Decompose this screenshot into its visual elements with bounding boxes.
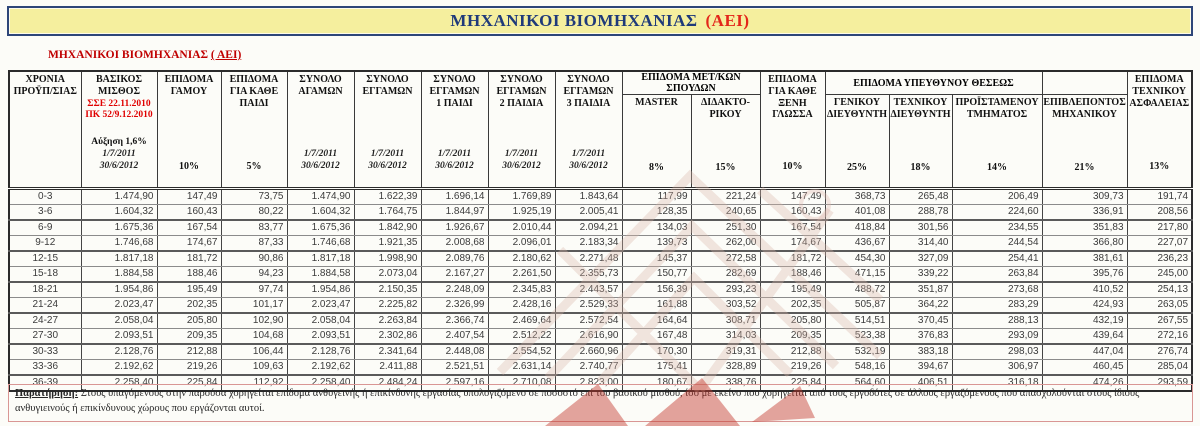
cell-department-head: 224,60 [952, 205, 1042, 221]
cell-foreign-language: 160,43 [760, 205, 825, 221]
cell-total-married-2children: 1.769,89 [488, 189, 555, 205]
cell-supervising-engineer: 309,73 [1042, 189, 1127, 205]
cell-basic-salary: 1.954,86 [81, 282, 157, 298]
col-header-safety-technician: ΕΠΙΔΟΜΑ ΤΕΧΝΙΚΟΥ ΑΣΦΑΛΕΙΑΣ 13% [1127, 71, 1192, 189]
cell-master: 161,88 [622, 298, 691, 314]
cell-department-head: 306,97 [952, 360, 1042, 376]
cell-doctorate: 240,65 [691, 205, 760, 221]
cell-total-single: 2.093,51 [287, 329, 354, 345]
cell-total-married-1child: 2.326,99 [421, 298, 488, 314]
cell-technical-director: 394,67 [889, 360, 952, 376]
cell-foreign-language: 202,35 [760, 298, 825, 314]
cell-total-married-1child: 1.926,67 [421, 220, 488, 236]
cell-total-married-1child: 1.844,97 [421, 205, 488, 221]
cell-safety-technician: 267,55 [1127, 313, 1192, 329]
cell-general-director: 548,16 [825, 360, 889, 376]
cell-total-single: 1.817,18 [287, 251, 354, 267]
cell-supervising-engineer: 381,61 [1042, 251, 1127, 267]
cell-total-married-1child: 2.597,16 [421, 375, 488, 391]
cell-total-single: 1.884,58 [287, 267, 354, 283]
cell-general-director: 514,51 [825, 313, 889, 329]
cell-years: 24-27 [9, 313, 81, 329]
col-group-position: ΕΠΙΔΟΜΑ ΥΠΕΥΘΥΝΟΥ ΘΕΣΕΩΣ [825, 71, 1042, 95]
cell-master: 150,77 [622, 267, 691, 283]
cell-supervising-engineer: 439,64 [1042, 329, 1127, 345]
cell-foreign-language: 181,72 [760, 251, 825, 267]
cell-master: 170,30 [622, 344, 691, 360]
cell-child-allowance: 101,17 [221, 298, 287, 314]
cell-safety-technician: 293,59 [1127, 375, 1192, 391]
cell-master: 134,03 [622, 220, 691, 236]
cell-total-single: 1.474,90 [287, 189, 354, 205]
cell-department-head: 316,18 [952, 375, 1042, 391]
cell-child-allowance: 87,33 [221, 236, 287, 252]
cell-total-married-3children: 2.529,33 [555, 298, 622, 314]
cell-total-married-1child: 2.407,54 [421, 329, 488, 345]
table-row-18-21 [9, 282, 1192, 298]
col-header-total-married: ΣΥΝΟΛΟ ΕΓΓΑΜΩΝ 1/7/2011 30/6/2012 [354, 71, 421, 189]
cell-doctorate: 262,00 [691, 236, 760, 252]
cell-supervising-engineer: 474,26 [1042, 375, 1127, 391]
cell-total-married-2children: 1.925,19 [488, 205, 555, 221]
cell-basic-salary: 2.192,62 [81, 360, 157, 376]
cell-total-married-3children: 2.443,57 [555, 282, 622, 298]
cell-department-head: 254,41 [952, 251, 1042, 267]
cell-department-head: 273,68 [952, 282, 1042, 298]
cell-general-director: 505,87 [825, 298, 889, 314]
cell-total-married-3children: 2.572,54 [555, 313, 622, 329]
cell-total-single: 2.058,04 [287, 313, 354, 329]
col-header-total-married-3children: ΣΥΝΟΛΟ ΕΓΓΑΜΩΝ 3 ΠΑΙΔΙΑ 1/7/2011 30/6/2012 [555, 71, 622, 189]
col-header-basic-salary: ΒΑΣΙΚΟΣ ΜΙΣΘΟΣ ΣΣΕ 22.11.2010 ΠΚ 52/9.12.2010 Αύξηση 1,6% 1/7/2011 30/6/2012 [81, 71, 157, 189]
cell-general-director: 564,60 [825, 375, 889, 391]
cell-total-married-1child: 2.248,09 [421, 282, 488, 298]
cell-technical-director: 265,48 [889, 189, 952, 205]
cell-child-allowance: 102,90 [221, 313, 287, 329]
cell-doctorate: 221,24 [691, 189, 760, 205]
cell-years: 9-12 [9, 236, 81, 252]
cell-basic-salary: 1.746,68 [81, 236, 157, 252]
cell-basic-salary: 2.128,76 [81, 344, 157, 360]
cell-years: 36-39 [9, 375, 81, 391]
table-row-12-15 [9, 251, 1192, 267]
cell-child-allowance: 90,86 [221, 251, 287, 267]
cell-marriage-allowance: 167,54 [157, 220, 221, 236]
cell-technical-director: 406,51 [889, 375, 952, 391]
cell-total-married-3children: 2.355,73 [555, 267, 622, 283]
cell-technical-director: 376,83 [889, 329, 952, 345]
cell-total-married: 1.622,39 [354, 189, 421, 205]
table-row-33-36 [9, 360, 1192, 376]
cell-child-allowance: 109,63 [221, 360, 287, 376]
cell-general-director: 532,19 [825, 344, 889, 360]
cell-marriage-allowance: 147,49 [157, 189, 221, 205]
cell-department-head: 244,54 [952, 236, 1042, 252]
cell-supervising-engineer: 432,19 [1042, 313, 1127, 329]
cell-years: 30-33 [9, 344, 81, 360]
page-title-banner [7, 6, 1193, 36]
cell-total-married-2children: 2.261,50 [488, 267, 555, 283]
cell-total-married-3children: 2.740,77 [555, 360, 622, 376]
note-label: Παρατήρηση: [15, 388, 79, 399]
cell-basic-salary: 2.058,04 [81, 313, 157, 329]
cell-supervising-engineer: 336,91 [1042, 205, 1127, 221]
cell-total-single: 1.604,32 [287, 205, 354, 221]
cell-technical-director: 383,18 [889, 344, 952, 360]
page-title-suffix: (ΑΕΙ) [705, 11, 750, 30]
cell-safety-technician: 191,74 [1127, 189, 1192, 205]
cell-marriage-allowance: 174,67 [157, 236, 221, 252]
cell-total-married: 2.302,86 [354, 329, 421, 345]
cell-general-director: 436,67 [825, 236, 889, 252]
cell-doctorate: 338,76 [691, 375, 760, 391]
cell-total-married: 1.921,35 [354, 236, 421, 252]
cell-total-married-1child: 2.089,76 [421, 251, 488, 267]
cell-master: 128,35 [622, 205, 691, 221]
cell-total-married: 2.484,24 [354, 375, 421, 391]
table-row-30-33 [9, 344, 1192, 360]
col-header-general-director: ΓΕΝΙΚΟΥ ΔΙΕΥΘΥΝΤΗ 25% [825, 95, 889, 189]
cell-total-married-3children: 2.271,48 [555, 251, 622, 267]
cell-safety-technician: 276,74 [1127, 344, 1192, 360]
cell-marriage-allowance: 160,43 [157, 205, 221, 221]
cell-years: 3-6 [9, 205, 81, 221]
cell-technical-director: 364,22 [889, 298, 952, 314]
cell-general-director: 454,30 [825, 251, 889, 267]
cell-safety-technician: 227,07 [1127, 236, 1192, 252]
cell-technical-director: 370,45 [889, 313, 952, 329]
table-row-3-6 [9, 205, 1192, 221]
cell-department-head: 263,84 [952, 267, 1042, 283]
cell-total-married-2children: 2.345,83 [488, 282, 555, 298]
cell-total-married-2children: 2.554,52 [488, 344, 555, 360]
cell-doctorate: 319,31 [691, 344, 760, 360]
col-header-years: ΧΡΟΝΙΑ ΠΡΟΫΠ/ΣΙΑΣ [9, 71, 81, 189]
table-row-21-24 [9, 298, 1192, 314]
cell-total-married-1child: 2.008,68 [421, 236, 488, 252]
col-header-total-single: ΣΥΝΟΛΟ ΑΓΑΜΩΝ 1/7/2011 30/6/2012 [287, 71, 354, 189]
cell-total-married: 1.842,90 [354, 220, 421, 236]
cell-total-married: 2.225,82 [354, 298, 421, 314]
cell-total-single: 2.128,76 [287, 344, 354, 360]
cell-total-married: 1.764,75 [354, 205, 421, 221]
cell-marriage-allowance: 188,46 [157, 267, 221, 283]
cell-department-head: 206,49 [952, 189, 1042, 205]
table-row-24-27 [9, 313, 1192, 329]
cell-technical-director: 327,09 [889, 251, 952, 267]
col-group-postgrad: ΕΠΙΔΟΜΑ ΜΕΤ/ΚΩΝ ΣΠΟΥΔΩΝ [622, 71, 760, 95]
subtitle-suffix: ( ΑΕΙ) [210, 49, 242, 61]
cell-years: 33-36 [9, 360, 81, 376]
col-header-marriage-allowance: ΕΠΙΔΟΜΑ ΓΑΜΟΥ 10% [157, 71, 221, 189]
note-text: Στους υπαγόμενους στην παρούσα χορηγείται επίδομα ανθυγεινής ή επικίνδυνης εργασίας υπολογιζόμενο σε ποσοστό επί του βασικού μισθού, ίσο με εκείνο που χορηγείται από τους εργοδότες σε άλλους εργαζόμενους που απασχολούνται στους ίδιους ανθυγιεινούς ή επικίνδυνους χώρους που εργάζονται αυτοί. [15, 388, 1140, 414]
cell-total-married-1child: 2.521,51 [421, 360, 488, 376]
cell-department-head: 293,09 [952, 329, 1042, 345]
cell-safety-technician: 236,23 [1127, 251, 1192, 267]
cell-child-allowance: 94,23 [221, 267, 287, 283]
cell-master: 180,67 [622, 375, 691, 391]
cell-marriage-allowance: 212,88 [157, 344, 221, 360]
cell-supervising-engineer: 424,93 [1042, 298, 1127, 314]
cell-marriage-allowance: 181,72 [157, 251, 221, 267]
cell-years: 27-30 [9, 329, 81, 345]
cell-supervising-engineer: 395,76 [1042, 267, 1127, 283]
cell-department-head: 283,29 [952, 298, 1042, 314]
cell-basic-salary: 2.258,40 [81, 375, 157, 391]
cell-foreign-language: 205,80 [760, 313, 825, 329]
cell-doctorate: 308,71 [691, 313, 760, 329]
cell-master: 175,41 [622, 360, 691, 376]
cell-total-married: 2.150,35 [354, 282, 421, 298]
table-row-27-30 [9, 329, 1192, 345]
cell-technical-director: 314,40 [889, 236, 952, 252]
table-row-6-9 [9, 220, 1192, 236]
col-group-blank [1042, 71, 1127, 95]
cell-total-married-2children: 2.512,22 [488, 329, 555, 345]
cell-total-married-3children: 2.616,90 [555, 329, 622, 345]
note-box [8, 384, 1193, 422]
cell-total-married-2children: 2.428,16 [488, 298, 555, 314]
cell-child-allowance: 80,22 [221, 205, 287, 221]
cell-child-allowance: 104,68 [221, 329, 287, 345]
cell-foreign-language: 167,54 [760, 220, 825, 236]
cell-general-director: 368,73 [825, 189, 889, 205]
cell-department-head: 298,03 [952, 344, 1042, 360]
cell-total-single: 1.954,86 [287, 282, 354, 298]
cell-total-married-3children: 2.005,41 [555, 205, 622, 221]
cell-foreign-language: 219,26 [760, 360, 825, 376]
cell-technical-director: 339,22 [889, 267, 952, 283]
table-row-15-18 [9, 267, 1192, 283]
cell-child-allowance: 83,77 [221, 220, 287, 236]
cell-total-married: 2.341,64 [354, 344, 421, 360]
cell-department-head: 234,55 [952, 220, 1042, 236]
subtitle-text: ΜΗΧΑΝΙΚΟΙ ΒΙΟΜΗΧΑΝΙΑΣ [48, 49, 209, 61]
col-header-child-allowance: ΕΠΙΔΟΜΑ ΓΙΑ ΚΑΘΕ ΠΑΙΔΙ 5% [221, 71, 287, 189]
cell-foreign-language: 174,67 [760, 236, 825, 252]
cell-foreign-language: 225,84 [760, 375, 825, 391]
cell-supervising-engineer: 351,83 [1042, 220, 1127, 236]
cell-technical-director: 288,78 [889, 205, 952, 221]
cell-technical-director: 351,87 [889, 282, 952, 298]
cell-total-married-3children: 2.183,34 [555, 236, 622, 252]
cell-basic-salary: 1.884,58 [81, 267, 157, 283]
cell-doctorate: 251,30 [691, 220, 760, 236]
col-header-technical-director: ΤΕΧΝΙΚΟΥ ΔΙΕΥΘΥΝΤΗ 18% [889, 95, 952, 189]
cell-total-married: 2.073,04 [354, 267, 421, 283]
salary-table [8, 70, 1193, 392]
cell-total-married-3children: 2.823,00 [555, 375, 622, 391]
cell-master: 164,64 [622, 313, 691, 329]
col-header-total-married-2children: ΣΥΝΟΛΟ ΕΓΓΑΜΩΝ 2 ΠΑΙΔΙΑ 1/7/2011 30/6/2012 [488, 71, 555, 189]
cell-total-single: 2.023,47 [287, 298, 354, 314]
cell-doctorate: 328,89 [691, 360, 760, 376]
cell-general-director: 418,84 [825, 220, 889, 236]
cell-years: 21-24 [9, 298, 81, 314]
cell-doctorate: 293,23 [691, 282, 760, 298]
cell-foreign-language: 212,88 [760, 344, 825, 360]
cell-supervising-engineer: 410,52 [1042, 282, 1127, 298]
col-header-department-head: ΠΡΟΪΣΤΑΜΕΝΟΥ ΤΜΗΜΑΤΟΣ 14% [952, 95, 1042, 189]
cell-technical-director: 301,56 [889, 220, 952, 236]
cell-years: 6-9 [9, 220, 81, 236]
cell-basic-salary: 1.604,32 [81, 205, 157, 221]
cell-safety-technician: 208,56 [1127, 205, 1192, 221]
cell-total-married-1child: 1.696,14 [421, 189, 488, 205]
cell-doctorate: 303,52 [691, 298, 760, 314]
cell-total-married-3children: 2.094,21 [555, 220, 622, 236]
cell-total-married-1child: 2.167,27 [421, 267, 488, 283]
cell-supervising-engineer: 460,45 [1042, 360, 1127, 376]
cell-marriage-allowance: 205,80 [157, 313, 221, 329]
cell-total-married: 2.411,88 [354, 360, 421, 376]
table-row-9-12 [9, 236, 1192, 252]
cell-total-married: 1.998,90 [354, 251, 421, 267]
cell-doctorate: 282,69 [691, 267, 760, 283]
col-header-master: MASTER 8% [622, 95, 691, 189]
cell-total-single: 1.746,68 [287, 236, 354, 252]
cell-basic-salary: 1.474,90 [81, 189, 157, 205]
cell-total-married-2children: 2.096,01 [488, 236, 555, 252]
salary-table-wrap [8, 70, 1193, 392]
cell-general-director: 401,08 [825, 205, 889, 221]
cell-safety-technician: 285,04 [1127, 360, 1192, 376]
cell-total-married-2children: 2.710,08 [488, 375, 555, 391]
cell-marriage-allowance: 202,35 [157, 298, 221, 314]
cell-total-married-2children: 2.631,14 [488, 360, 555, 376]
cell-total-married-3children: 2.660,96 [555, 344, 622, 360]
cell-child-allowance: 73,75 [221, 189, 287, 205]
col-header-doctorate: ΔΙΔΑΚΤΟ- ΡΙΚΟΥ 15% [691, 95, 760, 189]
cell-basic-salary: 1.675,36 [81, 220, 157, 236]
cell-total-single: 2.192,62 [287, 360, 354, 376]
cell-total-married: 2.263,84 [354, 313, 421, 329]
cell-total-single: 2.258,40 [287, 375, 354, 391]
cell-years: 15-18 [9, 267, 81, 283]
subtitle [48, 49, 241, 61]
cell-master: 145,37 [622, 251, 691, 267]
cell-master: 139,73 [622, 236, 691, 252]
cell-basic-salary: 2.023,47 [81, 298, 157, 314]
cell-basic-salary: 1.817,18 [81, 251, 157, 267]
cell-basic-salary: 2.093,51 [81, 329, 157, 345]
cell-total-married-2children: 2.180,62 [488, 251, 555, 267]
table-row-0-3 [9, 189, 1192, 205]
cell-marriage-allowance: 219,26 [157, 360, 221, 376]
cell-safety-technician: 254,13 [1127, 282, 1192, 298]
cell-foreign-language: 147,49 [760, 189, 825, 205]
cell-master: 117,99 [622, 189, 691, 205]
cell-child-allowance: 106,44 [221, 344, 287, 360]
col-header-foreign-language: ΕΠΙΔΟΜΑ ΓΙΑ ΚΑΘΕ ΞΕΝΗ ΓΛΩΣΣΑ 10% [760, 71, 825, 189]
cell-safety-technician: 217,80 [1127, 220, 1192, 236]
page-title: ΜΗΧΑΝΙΚΟΙ ΒΙΟΜΗΧΑΝΙΑΣ [450, 11, 698, 30]
cell-years: 18-21 [9, 282, 81, 298]
cell-total-married-1child: 2.448,08 [421, 344, 488, 360]
cell-general-director: 471,15 [825, 267, 889, 283]
cell-master: 156,39 [622, 282, 691, 298]
cell-marriage-allowance: 195,49 [157, 282, 221, 298]
cell-years: 0-3 [9, 189, 81, 205]
cell-foreign-language: 195,49 [760, 282, 825, 298]
cell-total-single: 1.675,36 [287, 220, 354, 236]
cell-foreign-language: 209,35 [760, 329, 825, 345]
cell-total-married-2children: 2.010,44 [488, 220, 555, 236]
cell-supervising-engineer: 447,04 [1042, 344, 1127, 360]
cell-safety-technician: 245,00 [1127, 267, 1192, 283]
cell-marriage-allowance: 225,84 [157, 375, 221, 391]
cell-child-allowance: 97,74 [221, 282, 287, 298]
cell-general-director: 488,72 [825, 282, 889, 298]
cell-years: 12-15 [9, 251, 81, 267]
cell-total-married-2children: 2.469,64 [488, 313, 555, 329]
cell-total-married-1child: 2.366,74 [421, 313, 488, 329]
cell-total-married-3children: 1.843,64 [555, 189, 622, 205]
cell-safety-technician: 272,16 [1127, 329, 1192, 345]
cell-department-head: 288,13 [952, 313, 1042, 329]
cell-supervising-engineer: 366,80 [1042, 236, 1127, 252]
cell-doctorate: 272,58 [691, 251, 760, 267]
cell-doctorate: 314,03 [691, 329, 760, 345]
cell-safety-technician: 263,05 [1127, 298, 1192, 314]
cell-child-allowance: 112,92 [221, 375, 287, 391]
cell-general-director: 523,38 [825, 329, 889, 345]
cell-foreign-language: 188,46 [760, 267, 825, 283]
col-header-total-married-1child: ΣΥΝΟΛΟ ΕΓΓΑΜΩΝ 1 ΠΑΙΔΙ 1/7/2011 30/6/2012 [421, 71, 488, 189]
cell-master: 167,48 [622, 329, 691, 345]
cell-marriage-allowance: 209,35 [157, 329, 221, 345]
col-header-supervising-engineer: ΕΠΙΒΛΕΠΟΝΤΟΣ ΜΗΧΑΝΙΚΟΥ 21% [1042, 95, 1127, 189]
